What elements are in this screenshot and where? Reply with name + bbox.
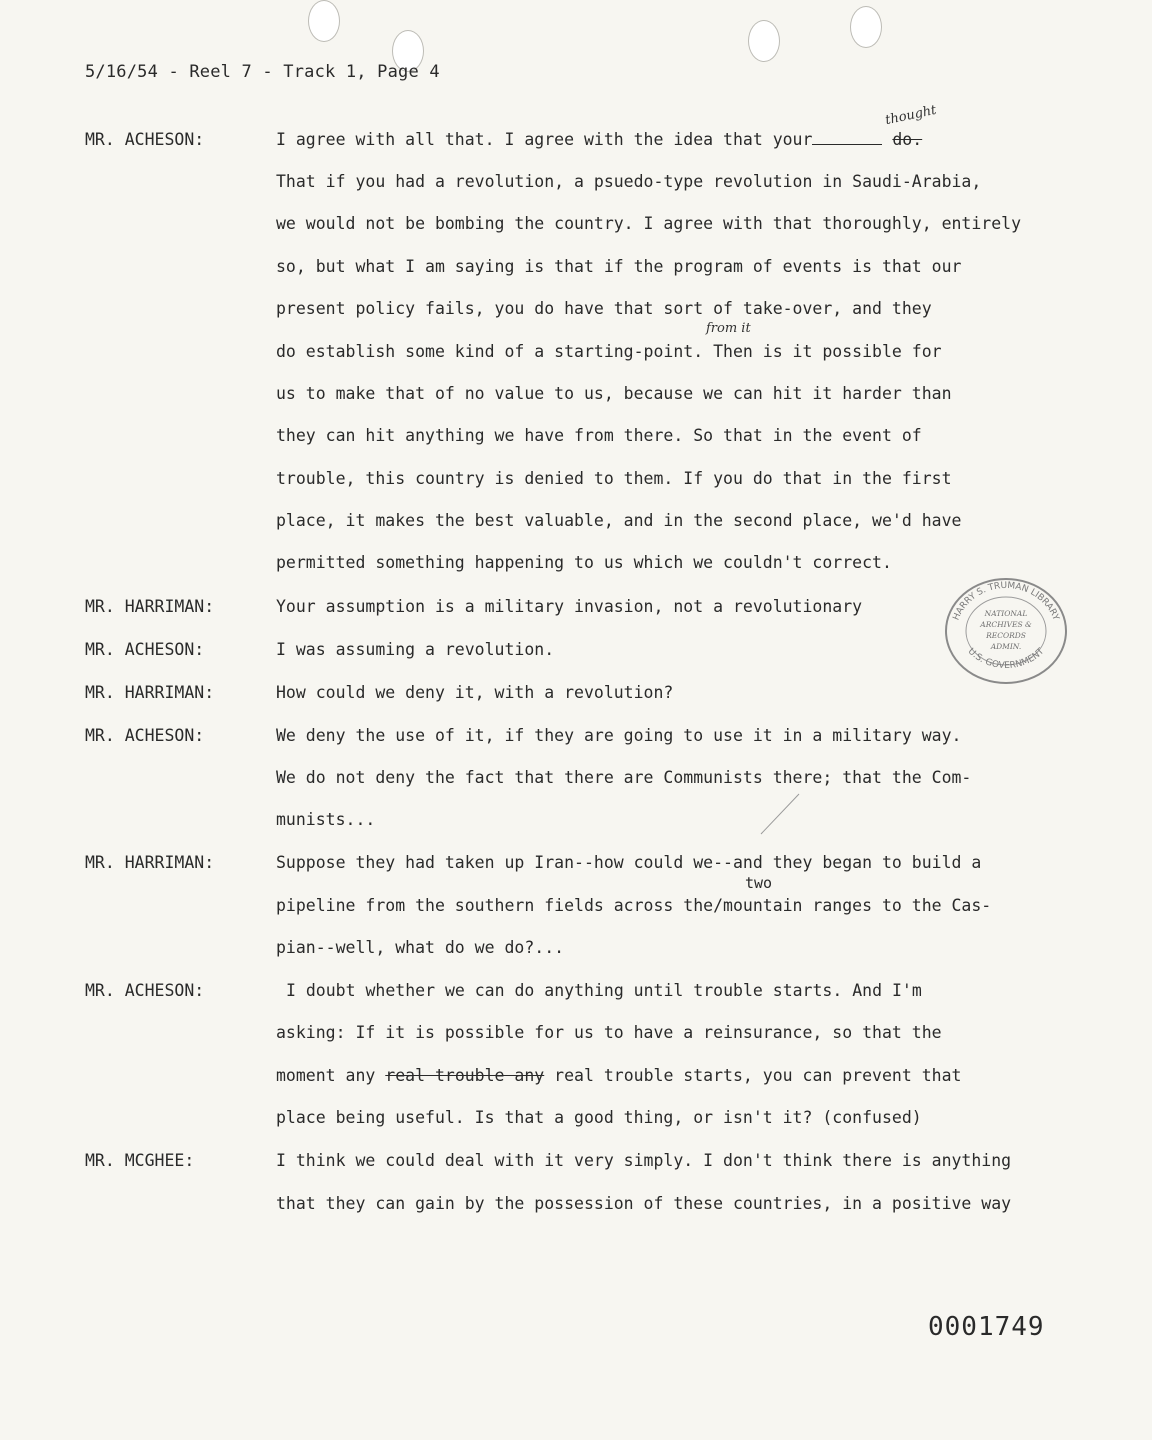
transcript-line: place, it makes the best valuable, and in the second place, we'd have [276,511,962,530]
transcript-line: trouble, this country is denied to them. If you do that in the first [276,469,952,488]
library-stamp [942,576,1070,686]
stamp-center-line: ARCHIVES & [980,620,1032,629]
stamp-center-line: NATIONAL [984,609,1028,618]
transcript-line: How could we deny it, with a revolution? [276,683,674,702]
transcript-text: I agree with all that. I agree with the idea that your [276,130,813,149]
transcript-line: pipeline from the southern fields across the/mountain ranges to the Cas- [276,896,992,915]
transcript-line: That if you had a revolution, a psuedo-type revolution in Saudi-Arabia, [276,172,982,191]
transcript-line: Your assumption is a military invasion, not a revolutionary [276,597,863,616]
interlinear-insertion: two [745,874,773,892]
transcript-line: pian--well, what do we do?... [276,938,565,957]
stamp-center-line: ADMIN. [990,642,1022,651]
handwritten-annotation: thought [884,102,938,129]
binder-hole [850,6,882,48]
struck-text: real trouble any [385,1066,545,1085]
pencil-mark [755,790,805,840]
transcript-line [276,1066,961,1085]
transcript-line: asking: If it is possible for us to have a reinsurance, so that the [276,1023,942,1042]
binder-hole [308,0,340,42]
stamp-top-text: HARRY S. TRUMAN LIBRARY [951,580,1061,622]
speaker-label: MR. HARRIMAN: [85,597,215,616]
stamp-center-line: RECORDS [986,631,1026,640]
speaker-label: MR. ACHESON: [85,981,205,1000]
page-header: 5/16/54 - Reel 7 - Track 1, Page 4 [85,62,440,82]
transcript-line: so, but what I am saying is that if the program of events is that our [276,257,962,276]
transcript-text: real trouble starts, you can prevent that [544,1066,962,1085]
transcript-line [276,130,922,149]
transcript-line: us to make that of no value to us, because we can hit it harder than [276,384,952,403]
transcript-line: place being useful. Is that a good thing, or isn't it? (confused) [276,1108,922,1127]
speaker-label: MR. ACHESON: [85,640,205,659]
transcript-line: I doubt whether we can do anything until trouble starts. And I'm [286,981,922,1000]
transcript-line: munists... [276,810,376,829]
transcript-line: they can hit anything we have from there. So that in the event of [276,426,922,445]
speaker-label: MR. MCGHEE: [85,1151,195,1170]
transcript-line: permitted something happening to us which we couldn't correct. [276,553,892,572]
speaker-label: MR. ACHESON: [85,726,205,745]
document-number: 0001749 [928,1312,1045,1342]
transcript-line: We deny the use of it, if they are going to use it in a military way. [276,726,962,745]
transcript-line: present policy fails, you do have that sort of take-over, and they [276,299,932,318]
transcript-line: I think we could deal with it very simply. I don't think there is anything [276,1151,1012,1170]
stamp-bottom-text: U.S. GOVERNMENT [965,646,1047,672]
handwritten-annotation: from it [706,321,751,336]
binder-hole [748,20,780,62]
transcript-line: I was assuming a revolution. [276,640,555,659]
speaker-label: MR. HARRIMAN: [85,853,215,872]
transcript-line: we would not be bombing the country. I agree with that thoroughly, entirely [276,214,1022,233]
struck-text: do. [892,130,923,149]
transcript-line: do establish some kind of a starting-point. Then is it possible for [276,342,942,361]
speaker-label: MR. ACHESON: [85,130,205,149]
transcript-text: moment any [276,1066,386,1085]
transcript-line: Suppose they had taken up Iran--how could we--and they began to build a [276,853,982,872]
transcript-line: We do not deny the fact that there are Communists there; that the Com- [276,768,972,787]
transcript-line: that they can gain by the possession of these countries, in a positive way [276,1194,1012,1213]
speaker-label: MR. HARRIMAN: [85,683,215,702]
